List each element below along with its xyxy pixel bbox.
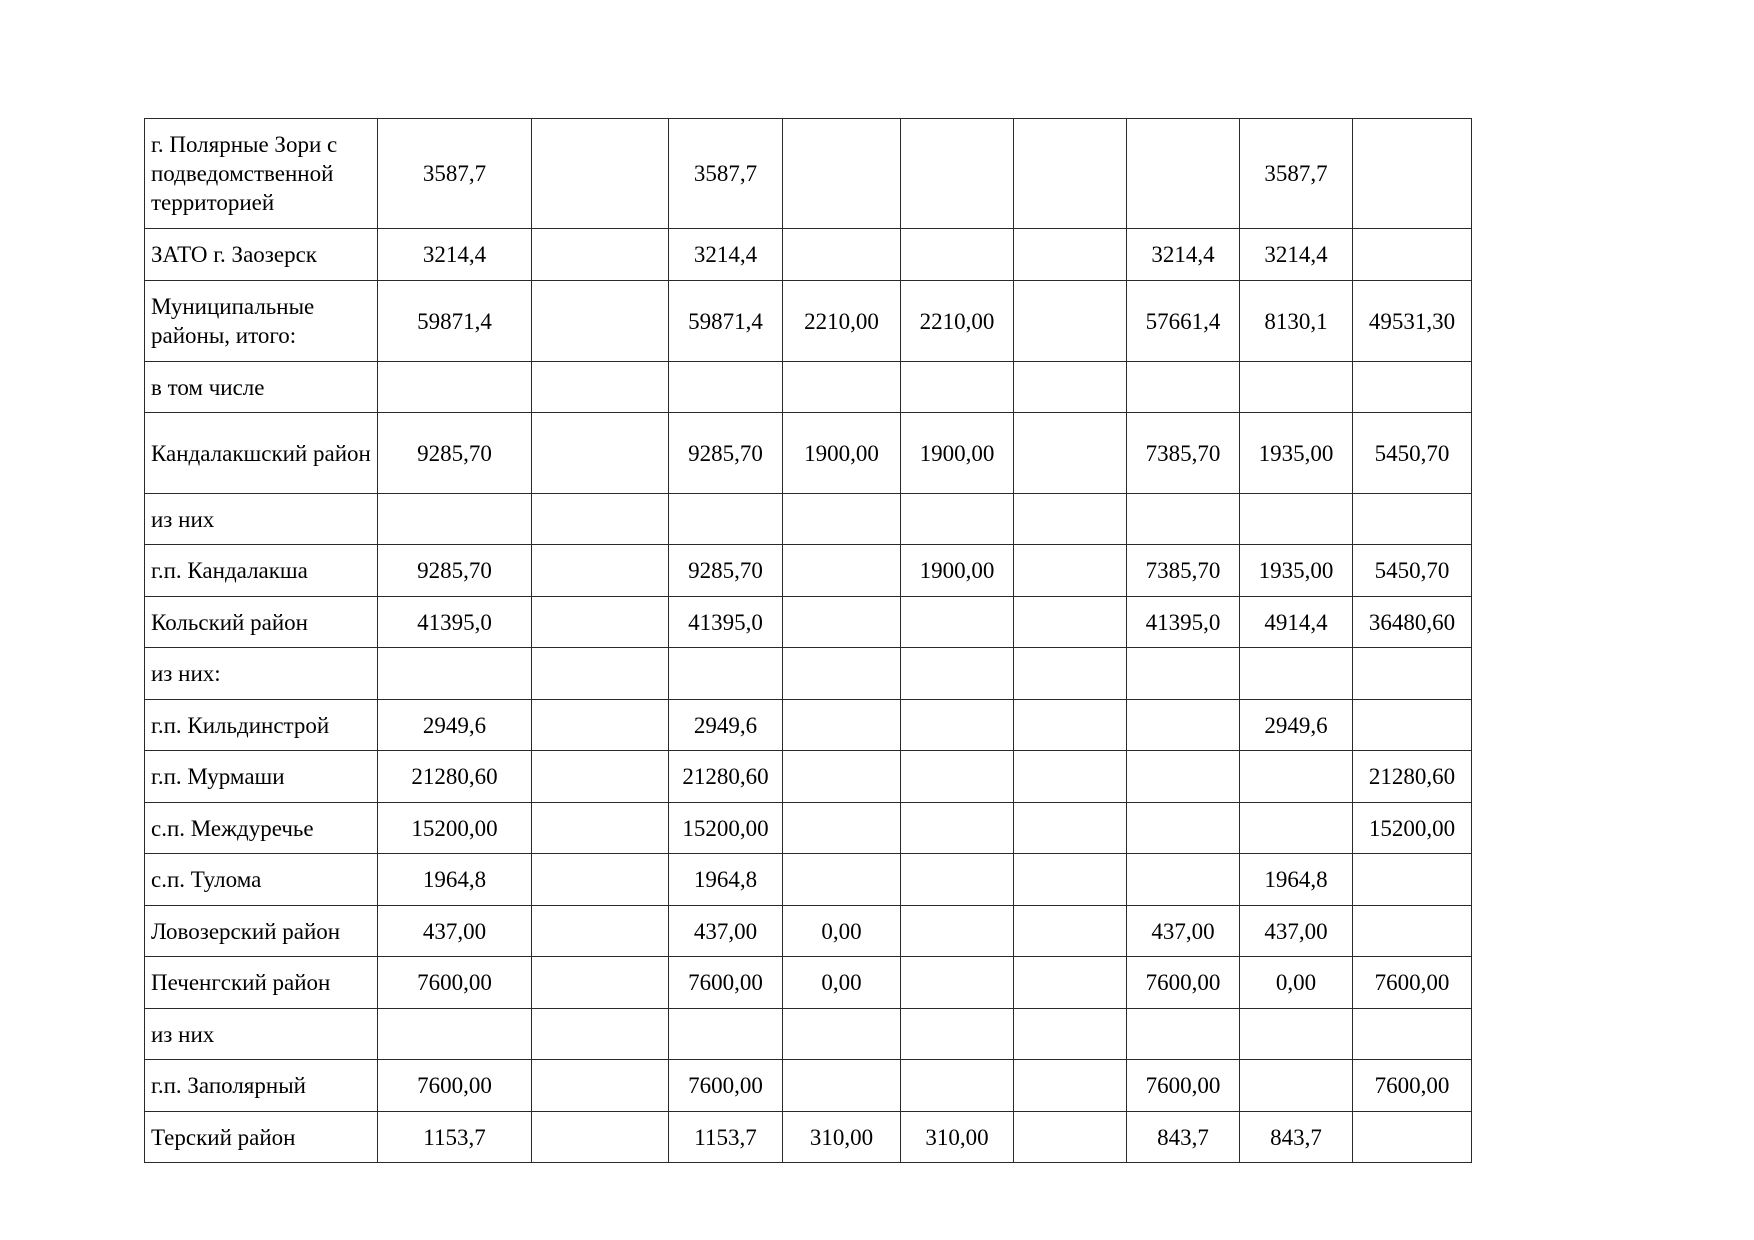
value-cell — [532, 229, 669, 281]
value-cell — [1240, 1009, 1353, 1060]
value-cell — [783, 119, 901, 229]
value-cell — [1127, 362, 1240, 413]
value-cell: 21280,60 — [1353, 751, 1472, 803]
value-cell — [1127, 494, 1240, 545]
value-cell — [1240, 803, 1353, 854]
value-cell — [532, 119, 669, 229]
value-cell — [532, 1009, 669, 1060]
value-cell — [901, 119, 1014, 229]
value-cell — [901, 362, 1014, 413]
value-cell — [901, 597, 1014, 648]
table-row — [145, 229, 1472, 281]
value-cell: 1153,7 — [669, 1112, 783, 1163]
table-row — [145, 1009, 1472, 1060]
value-cell — [1014, 1060, 1127, 1112]
value-cell: 437,00 — [1240, 906, 1353, 957]
value-cell: 7600,00 — [1127, 1060, 1240, 1112]
value-cell: 3214,4 — [1240, 229, 1353, 281]
value-cell — [901, 229, 1014, 281]
value-cell — [1353, 119, 1472, 229]
value-cell — [1127, 700, 1240, 751]
value-cell — [532, 545, 669, 597]
table-row — [145, 751, 1472, 803]
value-cell — [1014, 803, 1127, 854]
value-cell — [532, 281, 669, 362]
value-cell: 843,7 — [1127, 1112, 1240, 1163]
value-cell — [1014, 1112, 1127, 1163]
row-label-cell: Терский район — [145, 1112, 378, 1163]
value-cell: 1935,00 — [1240, 413, 1353, 494]
table-row — [145, 545, 1472, 597]
value-cell — [783, 362, 901, 413]
value-cell — [1014, 119, 1127, 229]
row-label-cell: в том числе — [145, 362, 378, 413]
table-row — [145, 854, 1472, 906]
value-cell — [532, 700, 669, 751]
value-cell: 2210,00 — [901, 281, 1014, 362]
value-cell — [1014, 597, 1127, 648]
value-cell: 7600,00 — [1127, 957, 1240, 1009]
value-cell: 3214,4 — [1127, 229, 1240, 281]
value-cell — [1127, 854, 1240, 906]
value-cell: 5450,70 — [1353, 413, 1472, 494]
value-cell — [783, 1060, 901, 1112]
value-cell: 1900,00 — [901, 413, 1014, 494]
value-cell: 7600,00 — [669, 957, 783, 1009]
value-cell — [783, 229, 901, 281]
value-cell — [1240, 494, 1353, 545]
value-cell: 1935,00 — [1240, 545, 1353, 597]
value-cell — [532, 494, 669, 545]
value-cell — [532, 906, 669, 957]
value-cell — [783, 751, 901, 803]
value-cell: 1900,00 — [901, 545, 1014, 597]
value-cell — [378, 648, 532, 700]
value-cell: 15200,00 — [378, 803, 532, 854]
value-cell: 3587,7 — [1240, 119, 1353, 229]
value-cell: 2210,00 — [783, 281, 901, 362]
value-cell — [532, 413, 669, 494]
value-cell — [1240, 648, 1353, 700]
value-cell — [1014, 957, 1127, 1009]
value-cell: 9285,70 — [669, 545, 783, 597]
value-cell — [901, 1060, 1014, 1112]
value-cell — [1353, 362, 1472, 413]
value-cell: 9285,70 — [378, 545, 532, 597]
value-cell — [532, 854, 669, 906]
row-label-cell: из них: — [145, 648, 378, 700]
value-cell: 3214,4 — [669, 229, 783, 281]
value-cell: 2949,6 — [378, 700, 532, 751]
row-label-cell: Кандалакшский район — [145, 413, 378, 494]
value-cell — [669, 494, 783, 545]
table-row — [145, 1060, 1472, 1112]
value-cell — [783, 494, 901, 545]
value-cell: 7600,00 — [1353, 1060, 1472, 1112]
value-cell — [1014, 700, 1127, 751]
table-row — [145, 413, 1472, 494]
value-cell — [1127, 119, 1240, 229]
value-cell — [1127, 1009, 1240, 1060]
value-cell — [1353, 1112, 1472, 1163]
row-label-cell: Муниципальные районы, итого: — [145, 281, 378, 362]
value-cell — [532, 597, 669, 648]
value-cell: 843,7 — [1240, 1112, 1353, 1163]
table-row — [145, 119, 1472, 229]
value-cell: 2949,6 — [1240, 700, 1353, 751]
row-label-cell: г.п. Мурмаши — [145, 751, 378, 803]
value-cell: 9285,70 — [378, 413, 532, 494]
value-cell: 1964,8 — [378, 854, 532, 906]
row-label-cell: г.п. Кильдинстрой — [145, 700, 378, 751]
value-cell: 7600,00 — [378, 1060, 532, 1112]
value-cell — [1240, 751, 1353, 803]
value-cell — [1353, 906, 1472, 957]
value-cell — [378, 1009, 532, 1060]
row-label-cell: г.п. Заполярный — [145, 1060, 378, 1112]
value-cell — [1014, 494, 1127, 545]
value-cell — [901, 1009, 1014, 1060]
table-row — [145, 362, 1472, 413]
value-cell — [532, 1112, 669, 1163]
table-row — [145, 700, 1472, 751]
value-cell — [1353, 494, 1472, 545]
value-cell: 2949,6 — [669, 700, 783, 751]
value-cell — [1353, 229, 1472, 281]
value-cell: 7600,00 — [1353, 957, 1472, 1009]
value-cell — [532, 1060, 669, 1112]
value-cell: 7385,70 — [1127, 413, 1240, 494]
value-cell — [1127, 751, 1240, 803]
value-cell — [1014, 281, 1127, 362]
value-cell — [532, 957, 669, 1009]
value-cell: 310,00 — [783, 1112, 901, 1163]
value-cell — [378, 362, 532, 413]
value-cell — [783, 854, 901, 906]
value-cell: 49531,30 — [1353, 281, 1472, 362]
value-cell — [1014, 751, 1127, 803]
value-cell: 0,00 — [1240, 957, 1353, 1009]
value-cell — [532, 362, 669, 413]
value-cell — [1240, 362, 1353, 413]
value-cell: 3587,7 — [378, 119, 532, 229]
value-cell: 8130,1 — [1240, 281, 1353, 362]
value-cell — [901, 906, 1014, 957]
value-cell: 437,00 — [378, 906, 532, 957]
value-cell: 41395,0 — [669, 597, 783, 648]
value-cell — [783, 700, 901, 751]
value-cell — [901, 957, 1014, 1009]
value-cell — [901, 700, 1014, 751]
value-cell — [1014, 906, 1127, 957]
value-cell — [1014, 854, 1127, 906]
table-row — [145, 597, 1472, 648]
value-cell: 0,00 — [783, 957, 901, 1009]
value-cell: 21280,60 — [378, 751, 532, 803]
table-row — [145, 494, 1472, 545]
value-cell — [1353, 1009, 1472, 1060]
value-cell: 437,00 — [1127, 906, 1240, 957]
value-cell — [901, 751, 1014, 803]
value-cell — [901, 854, 1014, 906]
value-cell: 21280,60 — [669, 751, 783, 803]
value-cell — [901, 803, 1014, 854]
value-cell: 1964,8 — [669, 854, 783, 906]
value-cell: 1900,00 — [783, 413, 901, 494]
value-cell — [901, 494, 1014, 545]
value-cell — [1353, 700, 1472, 751]
value-cell — [1240, 1060, 1353, 1112]
value-cell — [1014, 229, 1127, 281]
value-cell — [669, 1009, 783, 1060]
row-label-cell: г. Полярные Зори с подведомственной территорией — [145, 119, 378, 229]
row-label-cell: г.п. Кандалакша — [145, 545, 378, 597]
value-cell — [783, 648, 901, 700]
row-label-cell: Кольский район — [145, 597, 378, 648]
value-cell — [1014, 362, 1127, 413]
value-cell — [1014, 413, 1127, 494]
value-cell: 59871,4 — [669, 281, 783, 362]
table-row — [145, 1112, 1472, 1163]
value-cell — [1127, 648, 1240, 700]
value-cell: 7600,00 — [378, 957, 532, 1009]
table-row — [145, 906, 1472, 957]
table-row — [145, 803, 1472, 854]
value-cell: 7385,70 — [1127, 545, 1240, 597]
value-cell — [1353, 648, 1472, 700]
value-cell: 15200,00 — [669, 803, 783, 854]
value-cell: 4914,4 — [1240, 597, 1353, 648]
value-cell — [783, 1009, 901, 1060]
value-cell — [1014, 648, 1127, 700]
value-cell: 5450,70 — [1353, 545, 1472, 597]
value-cell — [532, 803, 669, 854]
row-label-cell: из них — [145, 1009, 378, 1060]
table-row — [145, 281, 1472, 362]
value-cell: 1153,7 — [378, 1112, 532, 1163]
row-label-cell: Печенгский район — [145, 957, 378, 1009]
value-cell: 41395,0 — [1127, 597, 1240, 648]
value-cell: 59871,4 — [378, 281, 532, 362]
value-cell: 15200,00 — [1353, 803, 1472, 854]
row-label-cell: из них — [145, 494, 378, 545]
value-cell: 36480,60 — [1353, 597, 1472, 648]
value-cell — [1014, 1009, 1127, 1060]
value-cell — [783, 597, 901, 648]
value-cell — [783, 545, 901, 597]
value-cell — [532, 751, 669, 803]
value-cell: 310,00 — [901, 1112, 1014, 1163]
value-cell: 9285,70 — [669, 413, 783, 494]
value-cell — [669, 648, 783, 700]
budget-table — [144, 118, 1472, 1163]
value-cell: 437,00 — [669, 906, 783, 957]
value-cell — [901, 648, 1014, 700]
value-cell: 3214,4 — [378, 229, 532, 281]
value-cell — [532, 648, 669, 700]
value-cell — [669, 362, 783, 413]
table-row — [145, 648, 1472, 700]
value-cell: 41395,0 — [378, 597, 532, 648]
value-cell — [783, 803, 901, 854]
value-cell — [1127, 803, 1240, 854]
row-label-cell: Ловозерский район — [145, 906, 378, 957]
row-label-cell: с.п. Тулома — [145, 854, 378, 906]
table-row — [145, 957, 1472, 1009]
value-cell: 3587,7 — [669, 119, 783, 229]
value-cell: 1964,8 — [1240, 854, 1353, 906]
value-cell: 57661,4 — [1127, 281, 1240, 362]
value-cell — [1353, 854, 1472, 906]
value-cell — [378, 494, 532, 545]
value-cell: 7600,00 — [669, 1060, 783, 1112]
row-label-cell: с.п. Междуречье — [145, 803, 378, 854]
value-cell: 0,00 — [783, 906, 901, 957]
value-cell — [1014, 545, 1127, 597]
row-label-cell: ЗАТО г. Заозерск — [145, 229, 378, 281]
